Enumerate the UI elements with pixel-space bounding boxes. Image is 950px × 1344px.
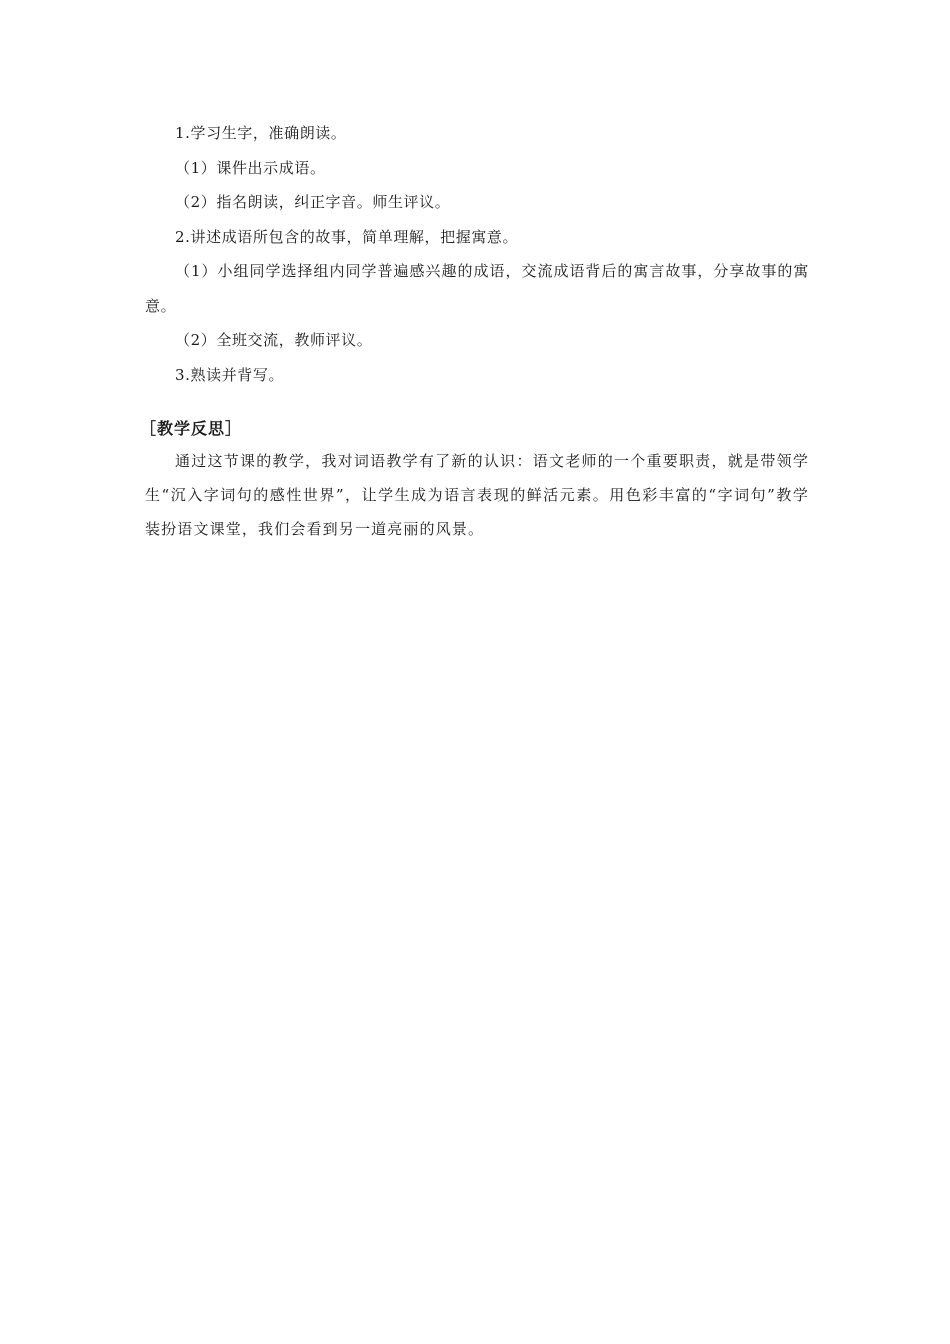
step-1-sub-2: （2）指名朗读，纠正字音。师生评议。: [175, 193, 451, 211]
document-content: [140, 116, 809, 546]
reflection-heading: ［教学反思］: [140, 419, 243, 438]
step-3: 3.熟读并背写。: [175, 365, 285, 384]
step-1-sub-1: （1）课件出示成语。: [175, 158, 326, 177]
step-2-sub-1: （1）小组同学选择组内同学普遍感兴趣的成语，交流成语背后的寓言故事，分享故事的寓意。: [145, 262, 809, 315]
step-1: 1.学习生字，准确朗读。: [175, 124, 347, 142]
step-2: 2.讲述成语所包含的故事，简单理解，把握寓意。: [175, 227, 519, 246]
reflection-body: 通过这节课的教学，我对词语教学有了新的认识：语文老师的一个重要职责，就是带领学生“沉入字词句的感性世界”，让学生成为语言表现的鲜活元素。用色彩丰富的“字词句”教学装扮语文课堂，我们会看到另一道亮丽的风景。: [145, 452, 809, 538]
step-2-sub-2: （2）全班交流，教师评议。: [175, 331, 373, 349]
